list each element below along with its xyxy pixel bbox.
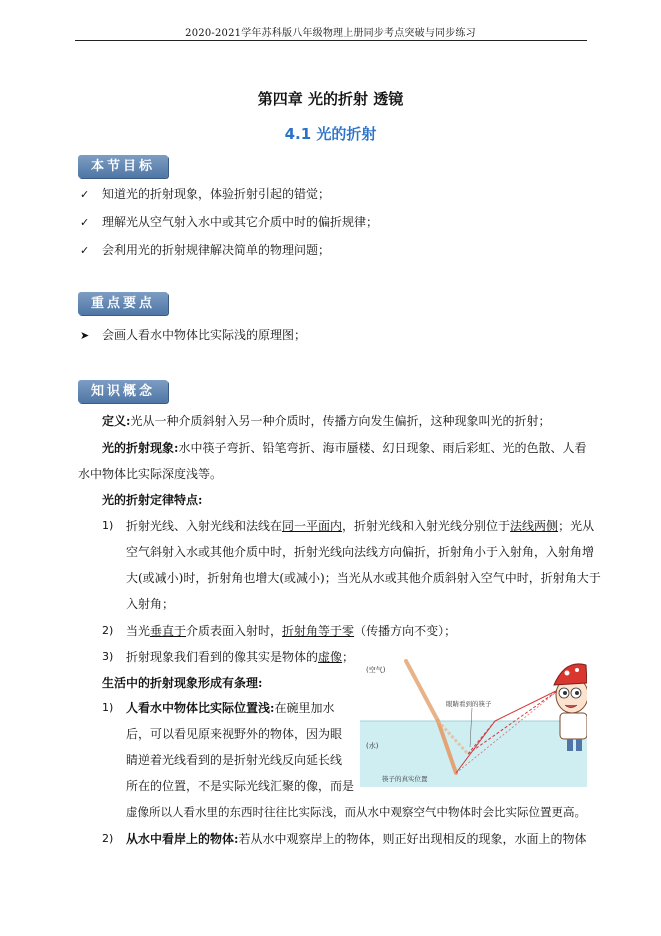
- item2-number: 2): [102, 832, 114, 845]
- phenomena-line-2: 水中物体比实际深度浅等。: [78, 467, 223, 481]
- laws-heading: 光的折射定律特点:: [102, 493, 203, 507]
- air-region: [360, 651, 587, 721]
- item1-line-4: 所在的位置，不是实际光线汇聚的像，而是: [126, 779, 355, 793]
- running-header: 2020-2021学年苏科版八年级物理上册同步考点突破与同步练习: [185, 28, 476, 39]
- law1-number: 1): [102, 519, 114, 532]
- law3-number: 3): [102, 650, 114, 663]
- item1-line-2: 后，可以看见原来视野外的物体，因为眼: [126, 727, 343, 741]
- item1-number: 1): [102, 701, 114, 714]
- life-heading: 生活中的折射现象形成有条理:: [102, 676, 263, 690]
- law3-text: 折射现象我们看到的像其实是物体的虚像；: [126, 650, 355, 664]
- key-points-badge: 重点要点: [78, 292, 168, 315]
- check-icon: ✓: [80, 244, 90, 257]
- key-point-item: ➤ 会画人看水中物体比实际浅的原理图；: [80, 328, 307, 342]
- law2-number: 2): [102, 624, 114, 637]
- check-icon: ✓: [80, 216, 90, 229]
- header-rule: [75, 40, 587, 41]
- definition: 定义:光从一种介质斜射入另一种介质时，传播方向发生偏折，这种现象叫光的折射；: [102, 414, 551, 428]
- objective-item: ✓ 会利用光的折射规律解决简单的物理问题；: [80, 243, 331, 257]
- law1-line-3: 大(或减小)时，折射角也增大(或减小)；当光从水或其他介质斜射入空气中时，折射角大于: [126, 571, 601, 585]
- air-label: (空气): [366, 666, 386, 674]
- law1-line-4: 入射角；: [126, 597, 175, 611]
- refraction-figure: [360, 651, 587, 787]
- item2-text: 从水中看岸上的物体:若从水中观察岸上的物体，则正好出现相反的现象，水面上的物体: [126, 832, 587, 846]
- check-icon: ✓: [80, 188, 90, 201]
- concepts-badge: 知识概念: [78, 380, 168, 403]
- item1-line-5: 虚像所以人看水里的东西时往往比实际浅，而从水中观察空气中物体时会比实际位置更高。: [126, 805, 586, 819]
- chapter-title: 第四章 光的折射 透镜: [257, 90, 404, 108]
- seen-chopstick-label: 眼睛看到的筷子: [446, 700, 492, 708]
- law2-text: 当光垂直于介质表面入射时，折射角等于零（传播方向不变）；: [126, 624, 457, 638]
- law1-line-2: 空气斜射入水或其他介质中时，折射光线向法线方向偏折，折射角小于入射角，入射角增: [126, 545, 595, 559]
- law1-line-1: 折射光线、入射光线和法线在同一平面内，折射光线和入射光线分别位于法线两侧；光从: [126, 519, 595, 533]
- item1-line-3: 睛逆着光线看到的是折射光线反向延长线: [126, 753, 343, 767]
- water-label: (水): [366, 742, 379, 750]
- objective-item: ✓ 知道光的折射现象，体验折射引起的错觉；: [80, 187, 331, 201]
- objective-item: ✓ 理解光从空气射入水中或其它介质中时的偏折规律；: [80, 215, 379, 229]
- objectives-badge: 本节目标: [78, 155, 168, 178]
- actual-position-label: 筷子的真实位置: [382, 775, 428, 783]
- section-title: 4.1 光的折射: [284, 125, 377, 143]
- phenomena-line-1: 光的折射现象:水中筷子弯折、铅笔弯折、海市蜃楼、幻日现象、雨后彩虹、光的色散、人看: [102, 441, 587, 455]
- arrow-bullet-icon: ➤: [80, 329, 90, 342]
- item1-line-1: 人看水中物体比实际位置浅:在碗里加水: [126, 701, 335, 715]
